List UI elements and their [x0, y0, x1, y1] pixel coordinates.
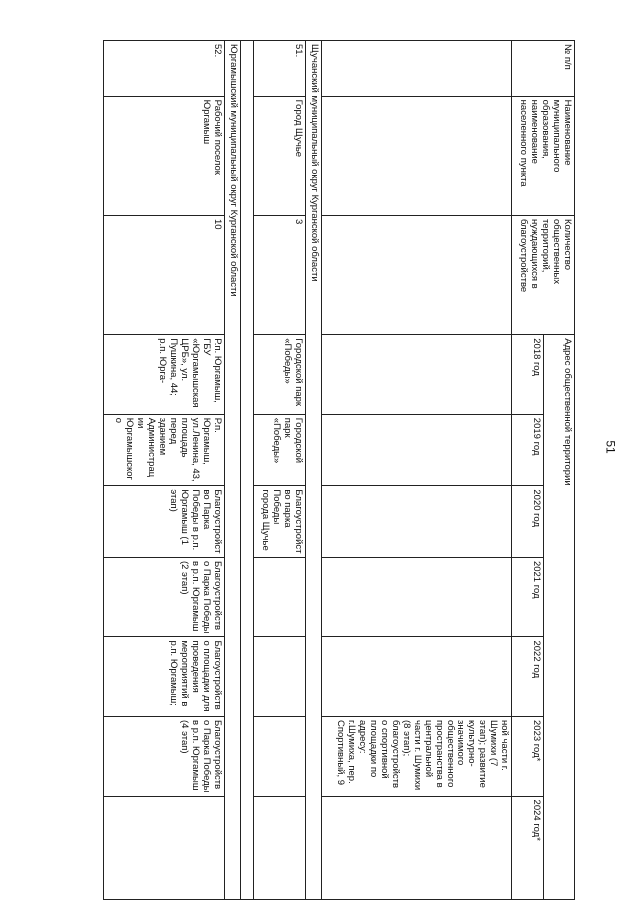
cell-name: Рабочий поселок Юргамыш: [104, 96, 225, 215]
region-title: Щучанский муниципальный округ Курганской области: [305, 41, 322, 900]
cell-2021: [254, 557, 305, 637]
cell-2023: Благоустройство Парка Победы в р.п. Юргамыш (4 этап): [104, 717, 225, 797]
cell-2022: Благоустройство площадки для проведения мероприятий в р.п. Юргамыш;: [104, 637, 225, 717]
cell-2023: [254, 717, 305, 797]
cell-2020: Благоустройство Парка Победы в р.п. Юргамыш (1 этап): [104, 486, 225, 558]
header-year-2019: 2019 год: [512, 414, 543, 486]
cell-carry-2023: ной части г. Шумихи (7 этап); развитие культурно-значимого общественного пространства в центральной части г. Шумихи (8 этап); благоустройство спортивной площадки по адресу: г.Шумиха, пер. Спортивный, 9: [322, 717, 512, 797]
cell-2020: Благоустройство парка Победы города Щучье: [254, 486, 305, 558]
header-address-group: Адрес общественной территории: [543, 335, 574, 900]
cell-name: Город Щучье: [254, 96, 305, 215]
header-year-2024: 2024 год*: [512, 796, 543, 899]
cell-2018: Городской парк «Победы»: [254, 335, 305, 415]
public-territories-table: [103, 40, 575, 900]
cell-2018: Р.п. Юргамыш, ГБУ «Юргамышская ЦРБ», ул. Пушкина, 44; р.п. Юрга-: [104, 335, 225, 415]
cell-2019: Р.п. Юргамыш, ул.Ленина, 43, площадь перед зданием Администрации Юргамышского: [104, 414, 225, 486]
cell-2022: [254, 637, 305, 717]
header-year-2020: 2020 год: [512, 486, 543, 558]
cell-2024: [104, 796, 225, 899]
header-year-2021: 2021 год: [512, 557, 543, 637]
cell-count: 10: [104, 215, 225, 334]
cell-num: 52.: [104, 41, 225, 97]
cell-2024: [254, 796, 305, 899]
page-number: 51: [603, 440, 618, 454]
header-year-2018: 2018 год: [512, 335, 543, 415]
cell-num: 51.: [254, 41, 305, 97]
table-row: [254, 41, 305, 900]
header-year-2023: 2023 год*: [512, 717, 543, 797]
header-num: № п/п: [512, 41, 575, 97]
table-row-carry-over: [322, 41, 512, 900]
cell-2021: Благоустройство Парка Победы в р.п. Юргамыш (2 этап): [104, 557, 225, 637]
header-count: Количество общественных территорий, нуждающихся в благоустройстве: [512, 215, 575, 334]
region-title: Юргамышский муниципальный округ Курганской области: [224, 41, 241, 900]
cell-2019: Городской парк «Победы»: [254, 414, 305, 486]
rotated-table-frame: [103, 40, 575, 900]
region-separator: [241, 41, 254, 900]
table-row: [104, 41, 225, 900]
header-name: Наименование муниципального образования, наименование населенного пункта: [512, 96, 575, 215]
header-year-2022: 2022 год: [512, 637, 543, 717]
cell-count: 3: [254, 215, 305, 334]
